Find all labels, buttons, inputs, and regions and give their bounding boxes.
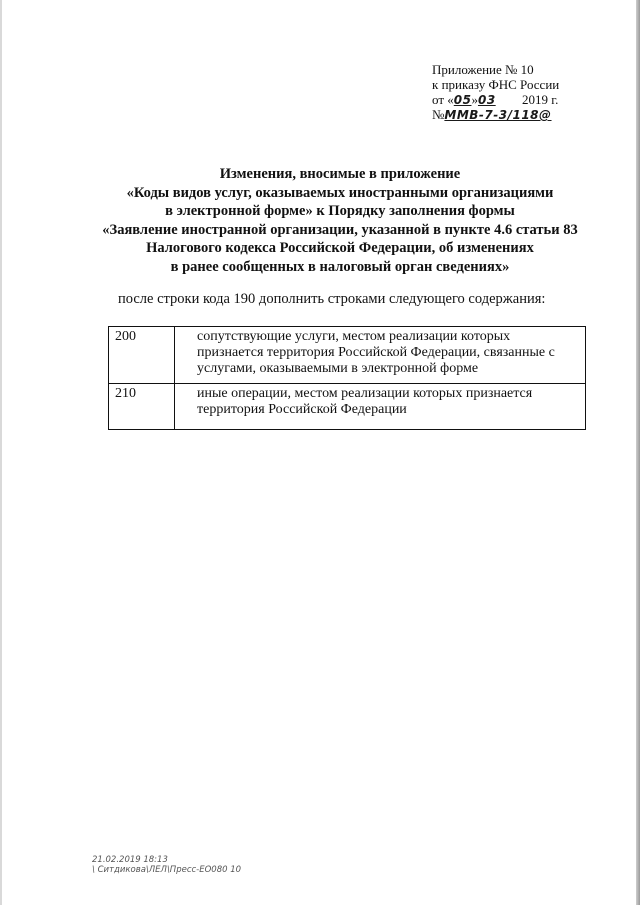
code-cell: 210 — [109, 384, 175, 430]
date-day-handwritten: 05 — [453, 93, 472, 107]
description-line: сопутствующие услуги, местом реализации которых — [197, 329, 511, 344]
title-line: «Заявление иностранной организации, указанной в пункте 4.6 статьи 83 — [102, 221, 578, 238]
appendix-number — [432, 107, 582, 122]
appendix-order-ref: к приказу ФНС России — [432, 77, 560, 92]
order-number-handwritten: ММВ-7-3/118@ — [444, 108, 552, 122]
footer-file-path: \ Ситдикова\ЛЕЛ\Пресс-ЕО080 10 — [92, 865, 242, 875]
title-line: «Коды видов услуг, оказываемых иностранными организациями — [126, 184, 554, 201]
page-edge-shadow — [636, 0, 640, 905]
table-row — [109, 384, 586, 430]
title-line: в электронной форме» к Порядку заполнения формы — [165, 203, 515, 219]
description-cell — [175, 327, 586, 384]
description-line: признается территория Российской Федерации, связанные с — [197, 345, 555, 360]
title-line: Изменения, вносимые в приложение — [219, 166, 461, 182]
date-month-handwritten: 03 — [477, 93, 496, 107]
appendix-title: Приложение № 10 — [432, 62, 534, 77]
appendix-date — [432, 92, 582, 107]
date-mid: » — [471, 92, 478, 107]
code-cell: 200 — [109, 327, 175, 384]
number-prefix: № — [432, 107, 445, 122]
description-line: территория Российской Федерации — [197, 402, 407, 417]
date-prefix: от « — [432, 92, 454, 107]
page-edge — [0, 0, 2, 905]
description-line: иные операции, местом реализации которых признается — [197, 386, 533, 401]
date-year: 2019 г. — [521, 92, 559, 107]
footer-timestamp: 21.02.2019 18:13 — [92, 855, 168, 865]
codes-table — [108, 326, 586, 430]
description-line: услугами, оказываемыми в электронной форме — [197, 361, 479, 376]
footer-stamp — [92, 855, 241, 875]
title-line: Налогового кодекса Российской Федерации, об изменениях — [146, 240, 534, 256]
table-row — [109, 327, 586, 384]
document-title — [80, 165, 600, 276]
appendix-header — [432, 62, 582, 122]
description-cell — [175, 384, 586, 430]
intro-paragraph: после строки кода 190 дополнить строками следующего содержания: — [118, 291, 546, 307]
title-line: в ранее сообщенных в налоговый орган сведениях» — [170, 258, 510, 275]
